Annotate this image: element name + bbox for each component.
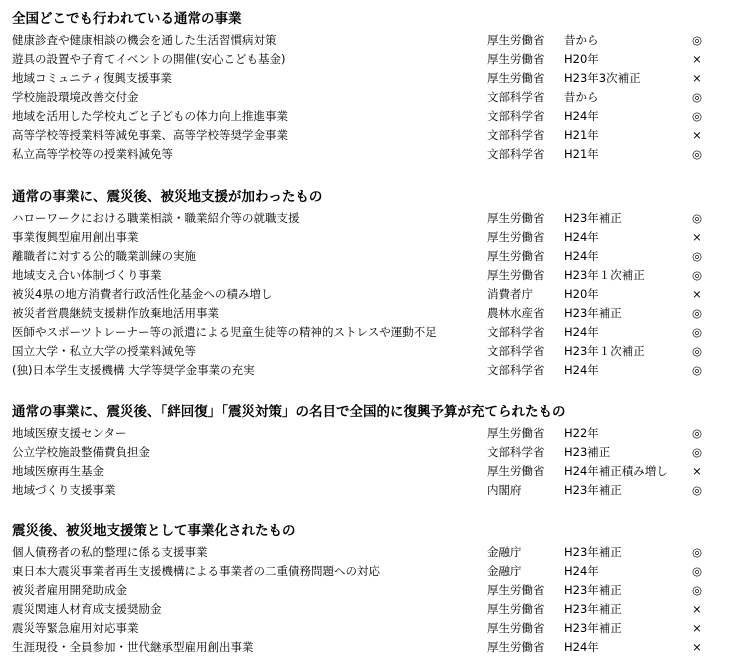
ministry: 厚生労働省 (487, 52, 545, 66)
year: 昔から (564, 33, 599, 47)
year: H23年１次補正 (564, 268, 645, 282)
table-row (0, 88, 730, 107)
evaluation-mark: ◎ (691, 363, 703, 377)
project-name: 生涯現役・全員参加・世代継承型雇用創出事業 (12, 640, 254, 654)
project-name: 地域を活用した学校丸ごと子どもの体力向上推進事業 (12, 109, 288, 123)
table-row (0, 126, 730, 145)
evaluation-mark: ◎ (691, 325, 703, 339)
project-name: (独)日本学生支援機構 大学等奨学金事業の充実 (12, 363, 255, 377)
ministry: 文部科学省 (487, 128, 545, 142)
ministry: 厚生労働省 (487, 640, 545, 654)
table-row (0, 600, 730, 619)
project-name: 国立大学・私立大学の授業料減免等 (12, 344, 196, 358)
evaluation-mark: ◎ (691, 564, 703, 578)
table-row (0, 619, 730, 638)
year: H23年補正 (564, 621, 622, 635)
table-row (0, 361, 730, 380)
ministry: 消費者庁 (487, 287, 533, 301)
ministry: 厚生労働省 (487, 71, 545, 85)
year: H24年補正積み増し (564, 464, 668, 478)
project-name: 学校施設環境改善交付金 (12, 90, 139, 104)
section-title: 震災後、被災地支援策として事業化されたもの (12, 523, 296, 539)
ministry: 厚生労働省 (487, 268, 545, 282)
table-row (0, 247, 730, 266)
project-name: 震災関連人材育成支援奨励金 (12, 602, 162, 616)
year: H21年 (564, 128, 599, 142)
evaluation-mark: ◎ (691, 249, 703, 263)
evaluation-mark: ◎ (691, 344, 703, 358)
evaluation-mark: ◎ (691, 483, 703, 497)
project-name: 医師やスポーツトレーナー等の派遣による児童生徒等の精神的ストレスや運動不足 (12, 325, 437, 339)
table-row (0, 209, 730, 228)
ministry: 厚生労働省 (487, 621, 545, 635)
evaluation-mark: ◎ (691, 109, 703, 123)
project-name: 地域コミュニティ復興支援事業 (12, 71, 172, 85)
project-name: 被災者雇用開発助成金 (12, 583, 127, 597)
year: H24年 (564, 109, 599, 123)
evaluation-mark: ◎ (691, 147, 703, 161)
year: H20年 (564, 287, 599, 301)
project-name: 公立学校施設整備費負担金 (12, 445, 150, 459)
ministry: 農林水産省 (487, 306, 545, 320)
year: H24年 (564, 363, 599, 377)
table-row (0, 145, 730, 164)
project-name: 健康診査や健康相談の機会を通した生活習慣病対策 (12, 33, 277, 47)
ministry: 文部科学省 (487, 363, 545, 377)
table-row (0, 443, 730, 462)
evaluation-mark: × (692, 621, 702, 635)
year: H21年 (564, 147, 599, 161)
year: H23年補正 (564, 211, 622, 225)
table-row (0, 266, 730, 285)
year: H20年 (564, 52, 599, 66)
table-row (0, 31, 730, 50)
ministry: 金融庁 (487, 564, 522, 578)
table-row (0, 107, 730, 126)
evaluation-mark: ◎ (691, 33, 703, 47)
table-row (0, 481, 730, 500)
year: H23年補正 (564, 602, 622, 616)
evaluation-mark: × (692, 287, 702, 301)
year: H23補正 (564, 445, 611, 459)
evaluation-mark: ◎ (691, 268, 703, 282)
table-row (0, 323, 730, 342)
ministry: 文部科学省 (487, 445, 545, 459)
project-name: 遊具の設置や子育てイベントの開催(安心こども基金) (12, 52, 286, 66)
ministry: 厚生労働省 (487, 211, 545, 225)
evaluation-mark: ◎ (691, 211, 703, 225)
evaluation-mark: × (692, 52, 702, 66)
evaluation-mark: ◎ (691, 306, 703, 320)
ministry: 厚生労働省 (487, 464, 545, 478)
project-name: 地域支え合い体制づくり事業 (12, 268, 162, 282)
ministry: 厚生労働省 (487, 426, 545, 440)
project-name: 東日本大震災事業者再生支援機構による事業者の二重債務問題への対応 (12, 564, 380, 578)
evaluation-mark: ◎ (691, 545, 703, 559)
year: H23年補正 (564, 545, 622, 559)
project-name: ハローワークにおける職業相談・職業紹介等の就職支援 (12, 211, 300, 225)
project-name: 個人債務者の私的整理に係る支援事業 (12, 545, 208, 559)
table-row (0, 543, 730, 562)
table-row (0, 69, 730, 88)
table-row (0, 562, 730, 581)
section-title: 通常の事業に、震災後、「絆回復」「震災対策」の名目で全国的に復興予算が充てられたもの (12, 404, 566, 420)
year: H24年 (564, 249, 599, 263)
evaluation-mark: ◎ (691, 445, 703, 459)
evaluation-mark: ◎ (691, 583, 703, 597)
evaluation-mark: ◎ (691, 426, 703, 440)
table-row (0, 424, 730, 443)
evaluation-mark: × (692, 230, 702, 244)
table-row (0, 228, 730, 247)
project-name: 被災4県の地方消費者行政活性化基金への積み増し (12, 287, 273, 301)
project-name: 離職者に対する公的職業訓練の実施 (12, 249, 196, 263)
evaluation-mark: × (692, 602, 702, 616)
project-name: 地域づくり支援事業 (12, 483, 116, 497)
ministry: 厚生労働省 (487, 602, 545, 616)
evaluation-mark: × (692, 128, 702, 142)
year: H24年 (564, 640, 599, 654)
ministry: 文部科学省 (487, 90, 545, 104)
table-row (0, 304, 730, 323)
year: H24年 (564, 230, 599, 244)
ministry: 厚生労働省 (487, 583, 545, 597)
ministry: 厚生労働省 (487, 249, 545, 263)
project-name: 震災等緊急雇用対応事業 (12, 621, 139, 635)
project-name: 私立高等学校等の授業料減免等 (12, 147, 173, 161)
year: H23年3次補正 (564, 71, 641, 85)
evaluation-mark: × (692, 640, 702, 654)
project-name: 地域医療支援センター (12, 426, 127, 440)
ministry: 厚生労働省 (487, 230, 545, 244)
table-row (0, 285, 730, 304)
year: H23年１次補正 (564, 344, 645, 358)
evaluation-mark: × (692, 464, 702, 478)
ministry: 文部科学省 (487, 344, 545, 358)
section-title: 全国どこでも行われている通常の事業 (12, 11, 242, 27)
evaluation-mark: ◎ (691, 90, 703, 104)
year: H23年補正 (564, 583, 622, 597)
year: H22年 (564, 426, 599, 440)
ministry: 文部科学省 (487, 325, 545, 339)
table-row (0, 50, 730, 69)
project-name: 地域医療再生基金 (12, 464, 104, 478)
ministry: 文部科学省 (487, 147, 545, 161)
evaluation-mark: × (692, 71, 702, 85)
ministry: 内閣府 (487, 483, 522, 497)
year: H24年 (564, 325, 599, 339)
project-name: 被災者営農継続支援耕作放棄地活用事業 (12, 306, 219, 320)
year: H23年補正 (564, 306, 622, 320)
table-row (0, 581, 730, 600)
year: 昔から (564, 90, 599, 104)
year: H24年 (564, 564, 599, 578)
table-row (0, 342, 730, 361)
ministry: 金融庁 (487, 545, 522, 559)
table-row (0, 638, 730, 657)
ministry: 文部科学省 (487, 109, 545, 123)
project-name: 事業復興型雇用創出事業 (12, 230, 139, 244)
ministry: 厚生労働省 (487, 33, 545, 47)
year: H23年補正 (564, 483, 622, 497)
section-title: 通常の事業に、震災後、被災地支援が加わったもの (12, 189, 323, 205)
table-row (0, 462, 730, 481)
project-name: 高等学校等授業料等減免事業、高等学校等奨学金事業 (12, 128, 288, 142)
